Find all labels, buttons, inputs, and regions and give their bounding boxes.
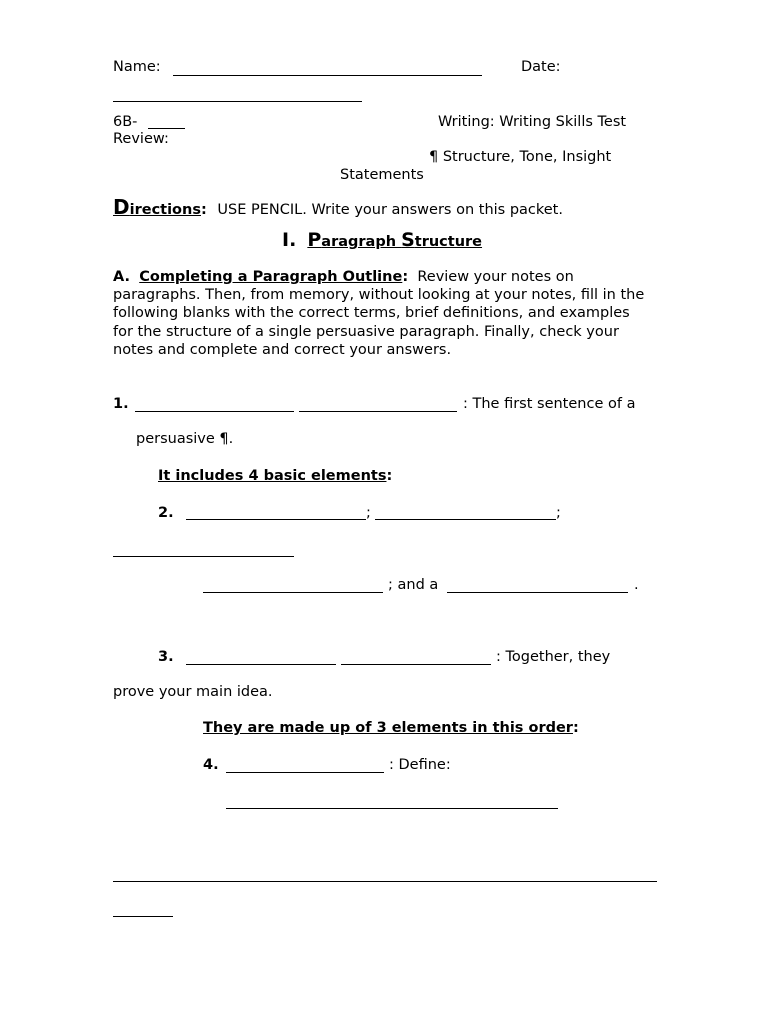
- item-2-blank-e[interactable]: [447, 592, 628, 593]
- item-3-blank-a[interactable]: [186, 664, 336, 665]
- item-2-and-a: ; and a: [388, 577, 439, 593]
- directions: Directions: USE PENCIL. Write your answers on this packet.: [113, 195, 563, 219]
- item-4-text: : Define:: [389, 757, 451, 773]
- item-4-define-blank-a[interactable]: [226, 808, 558, 809]
- topics-line: ¶ Structure, Tone, Insight: [429, 149, 612, 165]
- item-1-blank-a[interactable]: [135, 411, 294, 412]
- date-field[interactable]: [113, 101, 362, 102]
- item-1-continued: persuasive ¶.: [136, 431, 234, 447]
- item-4-number: 4.: [203, 757, 219, 773]
- item-2-blank-a[interactable]: [186, 519, 366, 520]
- item-1-blank-b[interactable]: [299, 411, 457, 412]
- topics-continued: Statements: [340, 167, 424, 183]
- item-3-continued: prove your main idea.: [113, 684, 273, 700]
- item-1-number: 1.: [113, 396, 129, 412]
- date-label: Date:: [521, 59, 561, 75]
- subject-title: Writing: Writing Skills Test: [438, 114, 627, 130]
- directions-text: USE PENCIL. Write your answers on this packet.: [217, 202, 563, 218]
- item-3-text: : Together, they: [496, 649, 611, 665]
- review-label: Review:: [113, 131, 169, 147]
- includes-heading: It includes 4 basic elements:: [158, 468, 393, 484]
- class-code: 6B-: [113, 114, 138, 130]
- part-a-paragraph: A. Completing a Paragraph Outline: Review your notes on paragraphs. Then, from memory, without looking at your notes, fill in the following blanks with the correct terms, brief definitions, and examples for the structure of a single persuasive paragraph. Finally, check your notes and complete and correct your answers.: [113, 269, 645, 358]
- item-4-define-blank-b[interactable]: [113, 881, 657, 882]
- part-a-title: Completing a Paragraph Outline: [139, 269, 403, 285]
- directions-label: Directions: [113, 195, 201, 219]
- item-2-semicolon-a: ;: [366, 505, 371, 521]
- item-3-number: 3.: [158, 649, 174, 665]
- item-3-blank-b[interactable]: [341, 664, 491, 665]
- item-2-blank-b[interactable]: [375, 519, 556, 520]
- class-code-field[interactable]: [148, 128, 185, 129]
- item-2-blank-d[interactable]: [203, 592, 383, 593]
- name-field[interactable]: [173, 75, 482, 76]
- item-4-define-blank-c[interactable]: [113, 916, 173, 917]
- item-2-number: 2.: [158, 505, 174, 521]
- item-4-blank-term[interactable]: [226, 772, 384, 773]
- section-heading: I. Paragraph Structure: [282, 229, 483, 251]
- item-2-period: .: [634, 577, 639, 593]
- item-1-text: : The first sentence of a: [463, 396, 636, 412]
- item-2-semicolon-b: ;: [556, 505, 561, 521]
- part-a-text: Review your notes on paragraphs. Then, from memory, without looking at your notes, fill in the following blanks with the correct terms, brief definitions, and examples for the structure of a single persuasive paragraph. Finally, check your notes and complete and correct your answers.: [113, 269, 645, 358]
- item-2-blank-c[interactable]: [113, 556, 294, 557]
- name-label: Name:: [113, 59, 161, 75]
- made-up-heading: They are made up of 3 elements in this order:: [203, 720, 579, 736]
